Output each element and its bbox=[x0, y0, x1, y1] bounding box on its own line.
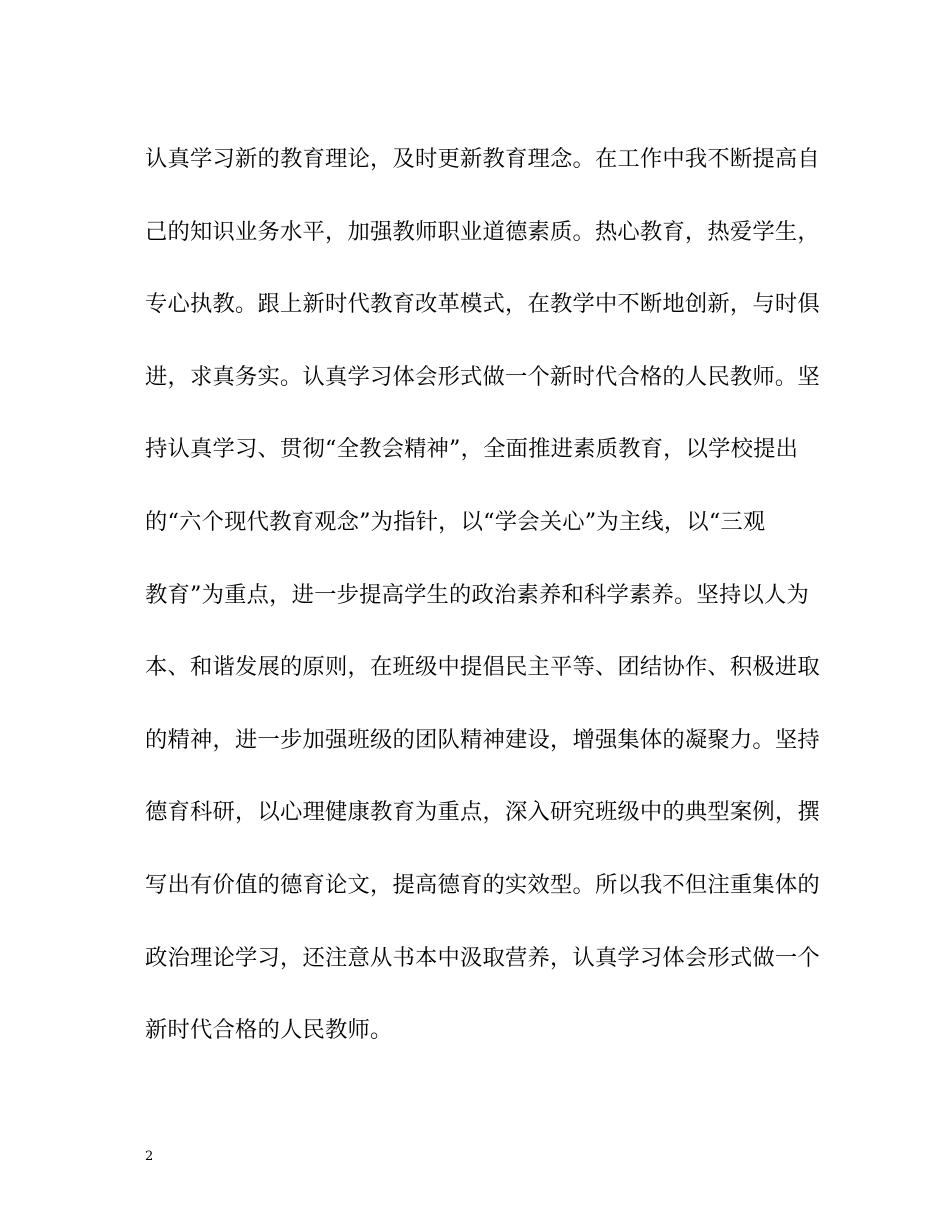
text-line: 写出有价值的德育论文，提高德育的实效型。所以我不但注重集体的 bbox=[145, 871, 820, 898]
text-line: 己的知识业务水平，加强教师职业道德素质。热心教育，热爱学生， bbox=[145, 218, 820, 245]
text-line: 持认真学习、贯彻“全教会精神”，全面推进素质教育，以学校提出 bbox=[145, 436, 799, 463]
text-line: 教育”为重点，进一步提高学生的政治素养和科学素养。坚持以人为 bbox=[145, 581, 810, 608]
body-paragraph bbox=[145, 140, 820, 1084]
page-number: 2 bbox=[145, 1149, 154, 1164]
text-line: 专心执教。跟上新时代教育改革模式，在教学中不断地创新，与时俱 bbox=[145, 291, 820, 318]
text-line: 本、和谐发展的原则，在班级中提倡民主平等、团结协作、积极进取 bbox=[145, 654, 820, 681]
text-line: 新时代合格的人民教师。 bbox=[145, 1017, 393, 1044]
text-line: 德育科研，以心理健康教育为重点，深入研究班级中的典型案例，撰 bbox=[145, 799, 820, 826]
text-line: 的精神，进一步加强班级的团队精神建设，增强集体的凝聚力。坚持 bbox=[145, 726, 820, 753]
text-line: 认真学习新的教育理论，及时更新教育理念。在工作中我不断提高自 bbox=[145, 146, 820, 172]
text-line: 进，求真务实。认真学习体会形式做一个新时代合格的人民教师。坚 bbox=[145, 363, 820, 390]
text-line: 的“六个现代教育观念”为指针，以“学会关心”为主线，以“三观 bbox=[145, 508, 766, 535]
text-line: 政治理论学习，还注意从书本中汲取营养，认真学习体会形式做一个 bbox=[145, 944, 820, 971]
